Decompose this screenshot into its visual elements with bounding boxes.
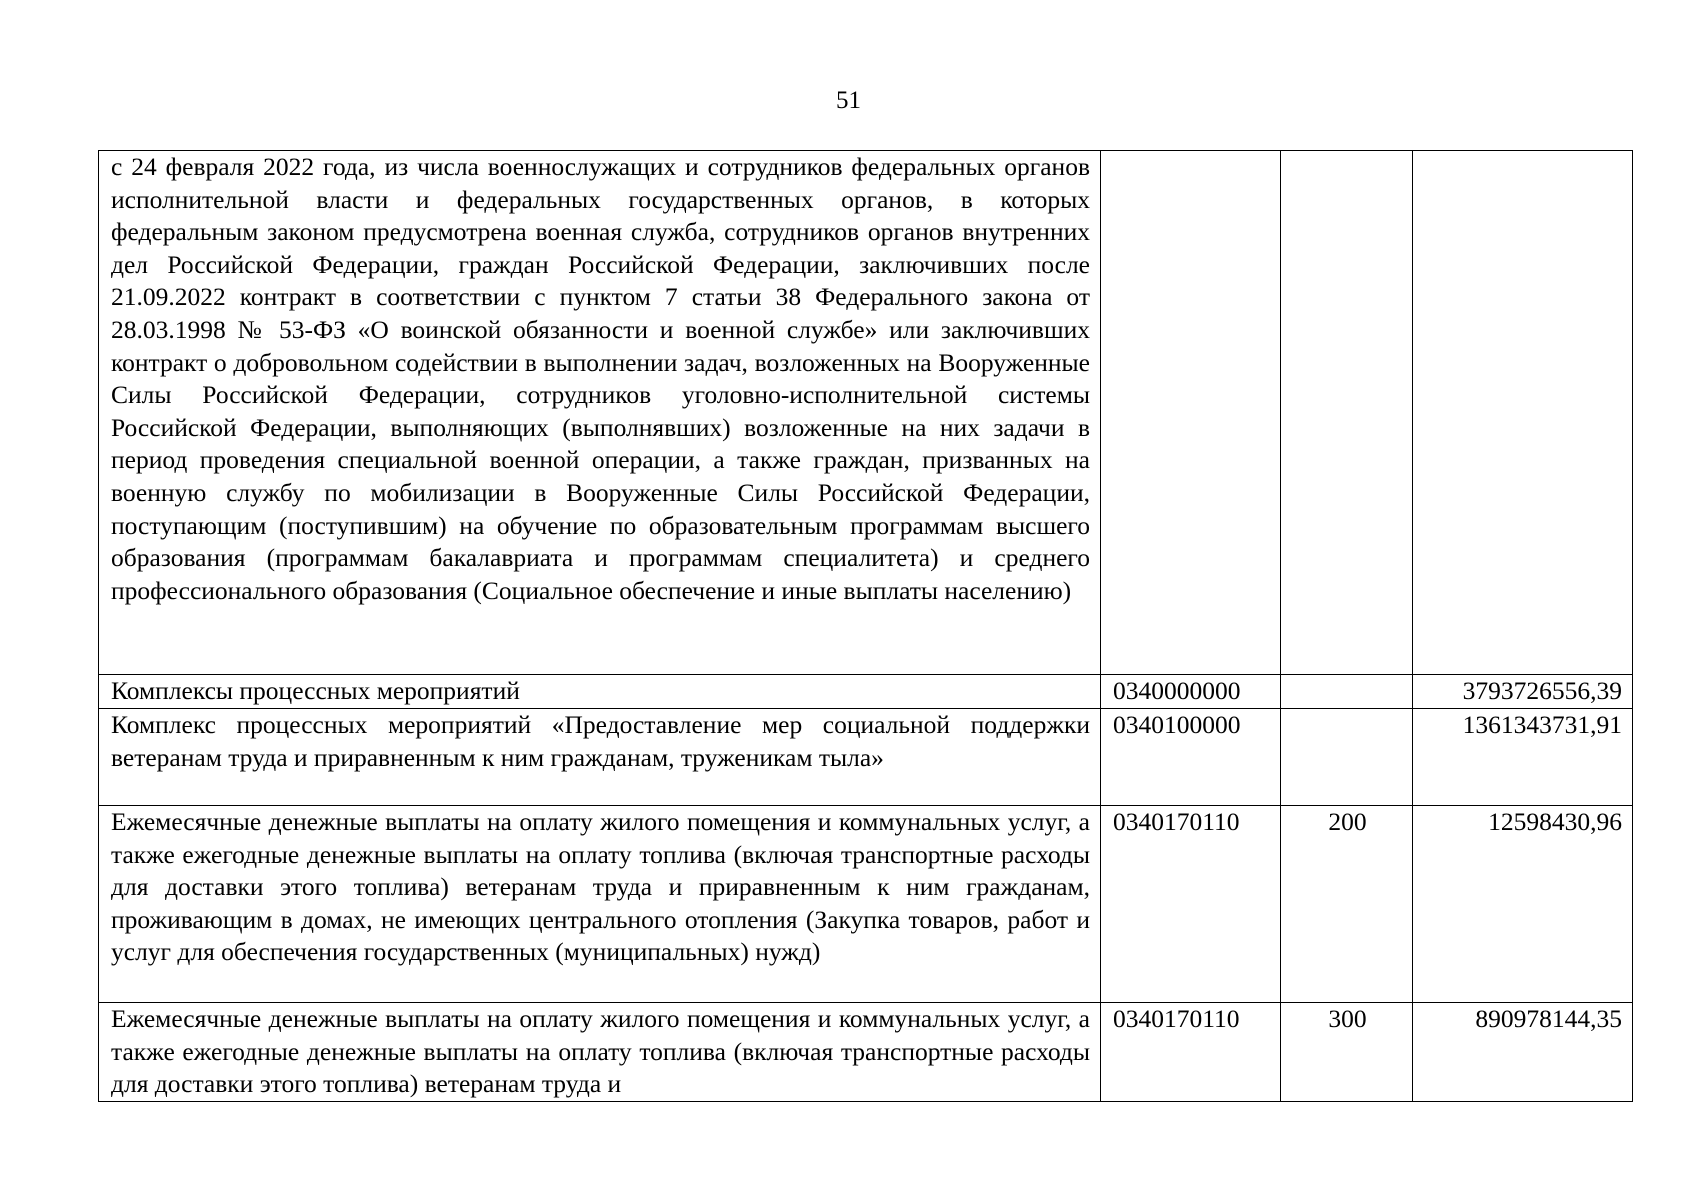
table-row bbox=[99, 709, 1633, 806]
budget-table bbox=[98, 150, 1633, 1102]
row-expense-type bbox=[1281, 709, 1413, 806]
page-number: 51 bbox=[836, 87, 861, 114]
row-target-code: 0340170110 bbox=[1101, 806, 1281, 1003]
row-expense-type: 300 bbox=[1281, 1003, 1413, 1102]
row-target-code bbox=[1101, 151, 1281, 675]
row-description: Комплекс процессных мероприятий «Предоставление мер социальной поддержки ветеранам труда и приравненным к ним гражданам, труженикам тыла» bbox=[99, 709, 1101, 806]
row-target-code: 0340170110 bbox=[1101, 1003, 1281, 1102]
row-amount: 890978144,35 bbox=[1413, 1003, 1633, 1102]
row-expense-type bbox=[1281, 151, 1413, 675]
row-expense-type: 200 bbox=[1281, 806, 1413, 1003]
row-amount: 12598430,96 bbox=[1413, 806, 1633, 1003]
table-row bbox=[99, 151, 1633, 675]
table-row bbox=[99, 1003, 1633, 1102]
row-amount: 1361343731,91 bbox=[1413, 709, 1633, 806]
row-description: с 24 февраля 2022 года, из числа военнослужащих и сотрудников федеральных органов исполнительной власти и федеральных государственных органов, в которых федеральным законом предусмотрена военная служба, сотрудников органов внутренних дел Российской Федерации, граждан Российской Федерации, заключивших после 21.09.2022 контракт в соответствии с пунктом 7 статьи 38 Федерального закона от 28.03.1998 № 53-ФЗ «О воинской обязанности и военной службе» или заключивших контракт о добровольном содействии в выполнении задач, возложенных на Вооруженные Силы Российской Федерации, сотрудников уголовно-исполнительной системы Российской Федерации, выполняющих (выполнявших) возложенные на них задачи в период проведения специальной военной операции, а также граждан, призванных на военную службу по мобилизации в Вооруженные Силы Российской Федерации, поступающим (поступившим) на обучение по образовательным программам высшего образования (программам бакалавриата и программам специалитета) и среднего профессионального образования (Социальное обеспечение и иные выплаты населению) bbox=[99, 151, 1101, 675]
row-description: Ежемесячные денежные выплаты на оплату жилого помещения и коммунальных услуг, а также ежегодные денежные выплаты на оплату топлива (включая транспортные расходы для доставки этого топлива) ветеранам труда и bbox=[99, 1003, 1101, 1102]
row-amount bbox=[1413, 151, 1633, 675]
row-expense-type bbox=[1281, 675, 1413, 709]
row-description: Комплексы процессных мероприятий bbox=[99, 675, 1101, 709]
row-amount: 3793726556,39 bbox=[1413, 675, 1633, 709]
table-row bbox=[99, 675, 1633, 709]
row-description: Ежемесячные денежные выплаты на оплату жилого помещения и коммунальных услуг, а также ежегодные денежные выплаты на оплату топлива (включая транспортные расходы для доставки этого топлива) ветеранам труда и приравненным к ним гражданам, проживающим в домах, не имеющих центрального отопления (Закупка товаров, работ и услуг для обеспечения государственных (муниципальных) нужд) bbox=[99, 806, 1101, 1003]
table-row bbox=[99, 806, 1633, 1003]
row-target-code: 0340000000 bbox=[1101, 675, 1281, 709]
row-target-code: 0340100000 bbox=[1101, 709, 1281, 806]
